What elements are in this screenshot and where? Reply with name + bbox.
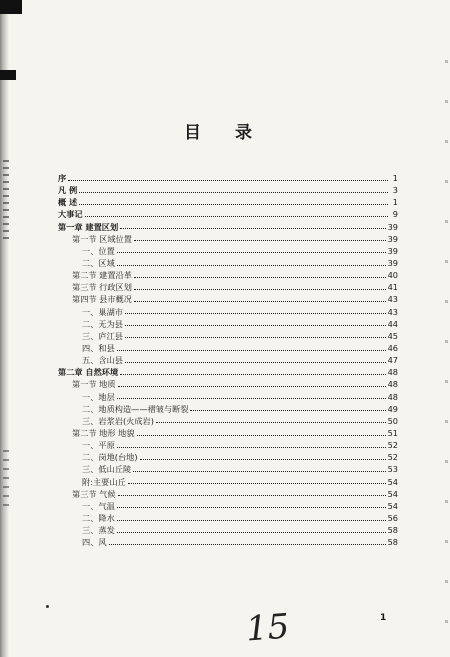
toc-entry-label: 三、庐江县 — [82, 330, 123, 341]
toc-entry-page: 50 — [387, 415, 398, 426]
toc-entry-label: 大事记 — [58, 209, 83, 220]
scan-left-edge — [0, 0, 10, 657]
toc-leader-dots — [118, 495, 386, 496]
toc-leader-dots — [125, 325, 386, 326]
toc-leader-dots — [140, 459, 386, 460]
toc-entry-page: 48 — [387, 391, 398, 402]
page-number: 1 — [380, 613, 387, 623]
toc-leader-dots — [128, 483, 386, 484]
toc-leader-dots — [125, 362, 386, 363]
toc-leader-dots — [117, 520, 386, 521]
toc-entry-label: 一、气温 — [82, 500, 115, 511]
toc-entry-label: 三、蒸发 — [82, 525, 115, 536]
scan-smudge — [46, 605, 49, 608]
toc-entry — [58, 476, 398, 488]
toc-entry-label: 四、风 — [82, 537, 107, 548]
toc-entry — [58, 172, 398, 184]
toc-entry — [58, 342, 398, 354]
toc-entry — [58, 463, 398, 475]
toc-entry-label: 第三节 气候 — [72, 488, 116, 499]
toc-entry-label: 第四节 县市概况 — [72, 294, 132, 305]
toc-entry-page: 53 — [387, 464, 398, 475]
toc-entry — [58, 403, 398, 415]
toc-entry-label: 序 — [58, 173, 67, 183]
toc-leader-dots — [68, 180, 388, 181]
toc-entry-page: 43 — [387, 306, 398, 317]
toc-entry-label: 三、低山丘陵 — [82, 464, 132, 475]
toc-entry-label: 二、区域 — [82, 257, 115, 268]
toc-entry — [58, 427, 398, 439]
toc-entry — [58, 281, 398, 293]
toc-entry — [58, 391, 398, 403]
toc-entry — [58, 245, 398, 257]
toc-entry-page: 1 — [392, 173, 398, 183]
handwritten-note: 15 — [244, 606, 291, 650]
toc-entry — [58, 488, 398, 500]
toc-entry — [58, 366, 398, 378]
toc-leader-dots — [118, 386, 386, 387]
toc-entry-page: 9 — [392, 209, 398, 220]
toc-entry-page: 3 — [392, 185, 398, 196]
toc-entry — [58, 378, 398, 390]
toc-entry-page: 1 — [392, 197, 398, 208]
toc-entry-label: 五、含山县 — [82, 355, 123, 366]
toc-entry-label: 二、岗地(台地) — [82, 452, 138, 463]
toc-entry-label: 附:主要山丘 — [82, 476, 126, 487]
toc-entry-label: 第二节 地形 地貌 — [72, 427, 135, 438]
toc-entry — [58, 318, 398, 330]
toc-entry-page: 40 — [387, 270, 398, 281]
toc-entry — [58, 257, 398, 269]
toc-entry — [58, 269, 398, 281]
scan-right-edge — [445, 60, 448, 640]
toc-entry — [58, 524, 398, 536]
toc-leader-dots — [125, 337, 386, 338]
toc-leader-dots — [79, 192, 388, 193]
scan-corner-mark — [0, 0, 22, 14]
toc-entry — [58, 415, 398, 427]
scan-edge-mark — [0, 70, 16, 80]
toc-entry-page: 51 — [387, 427, 398, 438]
toc-entry-page: 39 — [387, 233, 398, 244]
toc-leader-dots — [137, 435, 386, 436]
toc-entry-page: 39 — [387, 257, 398, 268]
toc-entry-label: 第二章 自然环境 — [58, 367, 119, 378]
toc-entry-label: 第一节 地质 — [72, 379, 116, 390]
toc-entry — [58, 512, 398, 524]
scan-edge-ticks — [3, 160, 9, 240]
toc-entry-page: 46 — [387, 342, 398, 353]
toc-leader-dots — [85, 216, 388, 217]
toc-entry-label: 二、降水 — [82, 512, 115, 523]
toc-entry — [58, 184, 398, 196]
toc-leader-dots — [117, 398, 386, 399]
toc-entry-label: 一、位置 — [82, 245, 115, 256]
toc-entry — [58, 293, 398, 305]
toc-entry — [58, 536, 398, 548]
toc-entry-page: 39 — [387, 221, 398, 232]
toc-leader-dots — [117, 507, 386, 508]
page-title: 目 录 — [184, 123, 266, 143]
toc-entry-label: 四、和县 — [82, 342, 115, 353]
table-of-contents — [58, 172, 398, 548]
toc-entry-label: 第一章 建置区划 — [58, 221, 119, 232]
toc-entry-page: 49 — [387, 403, 398, 414]
toc-leader-dots — [156, 422, 386, 423]
toc-entry — [58, 233, 398, 245]
toc-entry-page: 56 — [387, 512, 398, 523]
toc-entry — [58, 439, 398, 451]
toc-entry — [58, 208, 398, 220]
toc-leader-dots — [117, 265, 386, 266]
toc-leader-dots — [117, 447, 386, 448]
toc-entry-label: 第二节 建置沿革 — [72, 270, 132, 281]
toc-entry-page: 52 — [387, 440, 398, 451]
toc-entry-page: 52 — [387, 452, 398, 463]
toc-entry — [58, 306, 398, 318]
toc-entry-page: 54 — [387, 476, 398, 487]
toc-entry-page: 47 — [387, 355, 398, 366]
toc-entry-page: 58 — [387, 525, 398, 536]
toc-entry-page: 43 — [387, 294, 398, 305]
toc-entry — [58, 500, 398, 512]
toc-entry — [58, 196, 398, 208]
toc-entry-page: 39 — [387, 245, 398, 256]
toc-entry-page: 45 — [387, 330, 398, 341]
toc-leader-dots — [117, 532, 386, 533]
toc-entry — [58, 451, 398, 463]
toc-entry-label: 一、巢湖市 — [82, 306, 123, 317]
toc-leader-dots — [134, 240, 386, 241]
toc-entry-label: 第一节 区域位置 — [72, 233, 132, 244]
scan-edge-ticks-lower — [3, 450, 9, 510]
toc-leader-dots — [134, 301, 386, 302]
toc-entry — [58, 221, 398, 233]
toc-entry-label: 凡 例 — [58, 185, 78, 196]
toc-entry-label: 第三节 行政区划 — [72, 282, 132, 293]
toc-leader-dots — [109, 544, 386, 545]
toc-entry-page: 41 — [387, 282, 398, 293]
toc-leader-dots — [120, 228, 385, 229]
toc-leader-dots — [79, 204, 388, 205]
toc-entry-page: 48 — [387, 367, 398, 378]
toc-entry — [58, 330, 398, 342]
toc-entry-label: 三、岩浆岩(火成岩) — [82, 415, 154, 426]
toc-entry-label: 二、无为县 — [82, 318, 123, 329]
toc-entry — [58, 354, 398, 366]
toc-entry-label: 二、地质构造——褶皱与断裂 — [82, 403, 189, 414]
toc-leader-dots — [120, 374, 385, 375]
toc-entry-page: 58 — [387, 537, 398, 548]
toc-leader-dots — [133, 471, 385, 472]
toc-leader-dots — [117, 350, 386, 351]
toc-leader-dots — [117, 252, 386, 253]
toc-entry-page: 44 — [387, 318, 398, 329]
toc-entry-label: 一、地层 — [82, 391, 115, 402]
toc-leader-dots — [190, 410, 385, 411]
toc-leader-dots — [134, 277, 386, 278]
toc-entry-page: 54 — [387, 500, 398, 511]
toc-leader-dots — [125, 313, 386, 314]
toc-entry-label: 概 述 — [58, 197, 78, 208]
toc-leader-dots — [134, 289, 386, 290]
toc-entry-page: 48 — [387, 379, 398, 390]
toc-entry-page: 54 — [387, 488, 398, 499]
toc-entry-label: 一、平原 — [82, 440, 115, 451]
